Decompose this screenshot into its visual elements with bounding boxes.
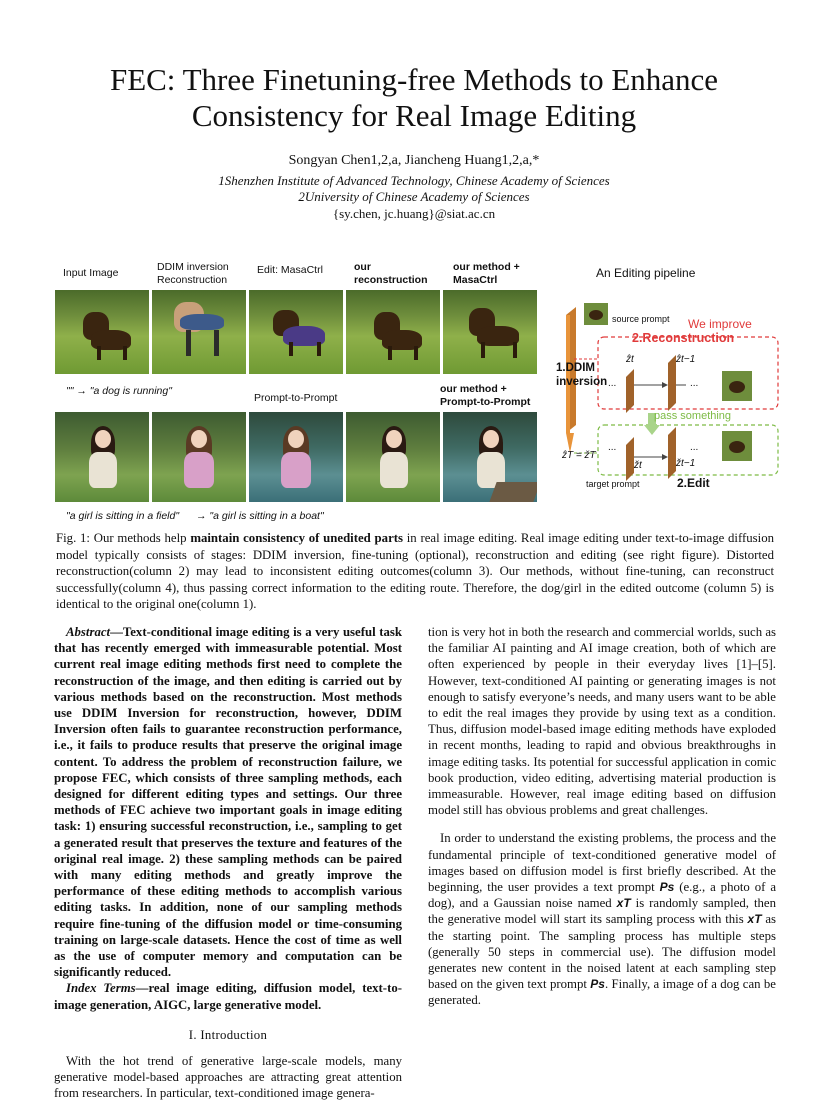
author-emails: {sy.chen, jc.huang}@siat.ac.cn <box>332 206 496 221</box>
zt1-label: ẑt−1 <box>676 354 696 365</box>
edit-label: 2.Edit <box>677 476 710 490</box>
math-ps: Ps <box>659 880 675 895</box>
photo-girl-ddim <box>152 412 246 502</box>
photo-girl-our-recon <box>346 412 440 502</box>
title-line-1: FEC: Three Finetuning-free Methods to Enhance <box>109 62 719 97</box>
photo-dog-ddim <box>152 290 246 374</box>
photo-dog-input <box>55 290 149 374</box>
index-terms <box>54 980 402 1012</box>
zT-eq-label: ẑT = žT <box>562 450 596 461</box>
index-terms-text: —real image editing, diffusion model, text-to-image generation, AIGC, large generative model. <box>54 981 402 1012</box>
ellipsis-4: ... <box>690 442 699 453</box>
right-column <box>428 624 776 1009</box>
photo-dog-our-masactrl <box>443 290 537 374</box>
authors: Songyan Chen1,2,a, Jiancheng Huang1,2,a,* <box>288 153 540 168</box>
we-improve-label: We improve <box>688 317 752 331</box>
ellipsis-3: ... <box>608 442 617 453</box>
intro-paragraph-1-start: With the hot trend of generative large-scale models, many generative model-based approaches are attracting great attention from researchers. In particular, text-conditioned image genera- <box>54 1054 402 1101</box>
photo-girl-our-p2p <box>443 412 537 502</box>
figure-caption <box>56 530 774 613</box>
col-head-ddim: DDIM inversion Reconstruction <box>157 261 229 286</box>
abstract <box>54 624 402 980</box>
p2-e: . Finally, a image of a dog can be generated. <box>428 977 776 1008</box>
zt-b-label: žt <box>634 460 642 471</box>
p2-d: as the starting point. The sampling process has multiple steps (generally 50 steps in commercial use). The diffusion model generates new content in the noised latent at each sampling step based on the given text prompt <box>428 912 777 992</box>
section-heading-intro: I. Introduction <box>188 1027 268 1042</box>
photo-dog-our-recon <box>346 290 440 374</box>
p2-b: (e.g., a photo of a dog), and a Gaussian noise named <box>428 880 776 911</box>
ours-p2p-label: our method + Prompt-to-Prompt <box>440 383 531 408</box>
p2-c: is randomly sampled, then the generative model will start its sampling process with this <box>428 896 776 927</box>
paper-title <box>40 62 788 134</box>
inversion-label: inversion <box>556 376 608 388</box>
left-column <box>54 624 402 1102</box>
pipeline-title: An Editing pipeline <box>596 266 696 280</box>
pass-something-label: pass something <box>654 410 732 422</box>
abstract-label: Abstract <box>66 625 111 639</box>
p2-a: In order to understand the existing problems, the process and the fundamental principle of text-conditioned generative model of images based on diffusion model is first briefly described. At the beginning, the user provides a text prompt <box>428 831 776 895</box>
affiliation-1: 1Shenzhen Institute of Advanced Technology, Chinese Academy of Sciences <box>218 173 610 188</box>
abstract-text: —Text-conditional image editing is a very useful task that has recently emerged with immeasurable potential. Most current real image editing methods first need to complete the reconstruction of the image, and then editing is carried out by various methods based on the reconstruction. Most methods use DDIM Inversion for reconstruction, however, DDIM Inversion often fails to guarantee reconstruction performance, i.e., it fails to produce results that preserve the original image content. To address the problem of reconstruction failure, we propose FEC, which consists of three sampling methods, each designed for different editing types and settings. Our three methods of FEC achieve two important goals in image editing task: 1) ensuring successful reconstruction, i.e., sampling to get a generated result that preserves the texture and features of the original real image. 2) these sampling methods can be paired with many editing methods and greatly improve the performance of these editing methods to accomplish various editing tasks. In addition, none of our sampling methods require fine-tuning of the diffusion model or time-consuming training on large-scale datasets. Hence the cost of time as well as the use of computer memory and computation can be significantly reduced. <box>54 625 402 980</box>
target-prompt-label: target prompt <box>586 479 640 489</box>
intro-paragraph-1-cont: tion is very hot in both the research and commercial worlds, such as the familiar AI painting and AI image creation, both of which are often experienced by people in their everyday lives [1]–[5]. However, text-conditioned AI painting or generating images is not enough to satisfy everyone’s needs, and many users want to be able to edit the real images they provide by using text as a condition. Thus, diffusion model-based image editing methods have exploded in recent months, leading to rapid and obvious breakthroughs in image editing tasks. Its potential for successful application in comic book production, video editing, advertising material production is immeasurable. However, real image editing based on diffusion model still has obvious problems and great challenges. <box>428 625 776 818</box>
col-head-input: Input Image <box>63 267 119 279</box>
photo-girl-masactrl <box>249 412 343 502</box>
zt-label: ẑt <box>626 354 634 365</box>
ellipsis-1: ... <box>608 378 617 389</box>
reconstruction-label: 2.Reconstruction <box>632 331 735 345</box>
caption-rest: in real image editing. Real image editing under text-to-image diffusion model typically consists of stages: DDIM inversion, fine-tuning (optional), reconstruction and editing (see right figure). Distorted reconstruction(column 2) may lead to inconsistent editing outcomes(column 3). Our methods, without fine-tuning, can reconstruct successfully(column 4), thus passing correct information to the editing route. Therefore, the dog/girl in the edited outcome (column 5) is identical to the original one(column 1). <box>56 531 775 612</box>
index-terms-label: Index Terms <box>66 981 136 996</box>
math-xt: xT <box>616 896 631 911</box>
source-prompt-label: source prompt <box>612 314 670 324</box>
caption-bold: maintain consistency of unedited parts <box>190 531 403 545</box>
photo-dog-masactrl <box>249 290 343 374</box>
col-head-our-masactrl: our method + MasaCtrl <box>453 261 520 286</box>
math-xt-2: xT <box>747 912 762 927</box>
ddim-label: 1.DDIM <box>556 362 595 374</box>
row2-prompt-b: → "a girl is sitting in a boat" <box>196 510 324 522</box>
title-line-2: Consistency for Real Image Editing <box>191 98 637 133</box>
row2-prompt-a: "a girl is sitting in a field" <box>66 510 180 522</box>
math-ps-2: Ps <box>590 977 605 992</box>
caption-lead: Fig. 1: Our methods help <box>56 531 191 545</box>
row1-prompt: "" → "a dog is running" <box>66 385 172 397</box>
p2p-label: Prompt-to-Prompt <box>254 392 338 404</box>
col-head-our-recon: our reconstruction <box>354 261 428 286</box>
affiliation-2: 2University of Chinese Academy of Sciences <box>298 189 530 204</box>
photo-girl-input <box>55 412 149 502</box>
col-head-masactrl: Edit: MasaCtrl <box>257 264 323 276</box>
zt1-b-label: žt−1 <box>676 458 696 469</box>
intro-paragraph-2 <box>428 830 776 1008</box>
ellipsis-2: ... <box>690 378 699 389</box>
